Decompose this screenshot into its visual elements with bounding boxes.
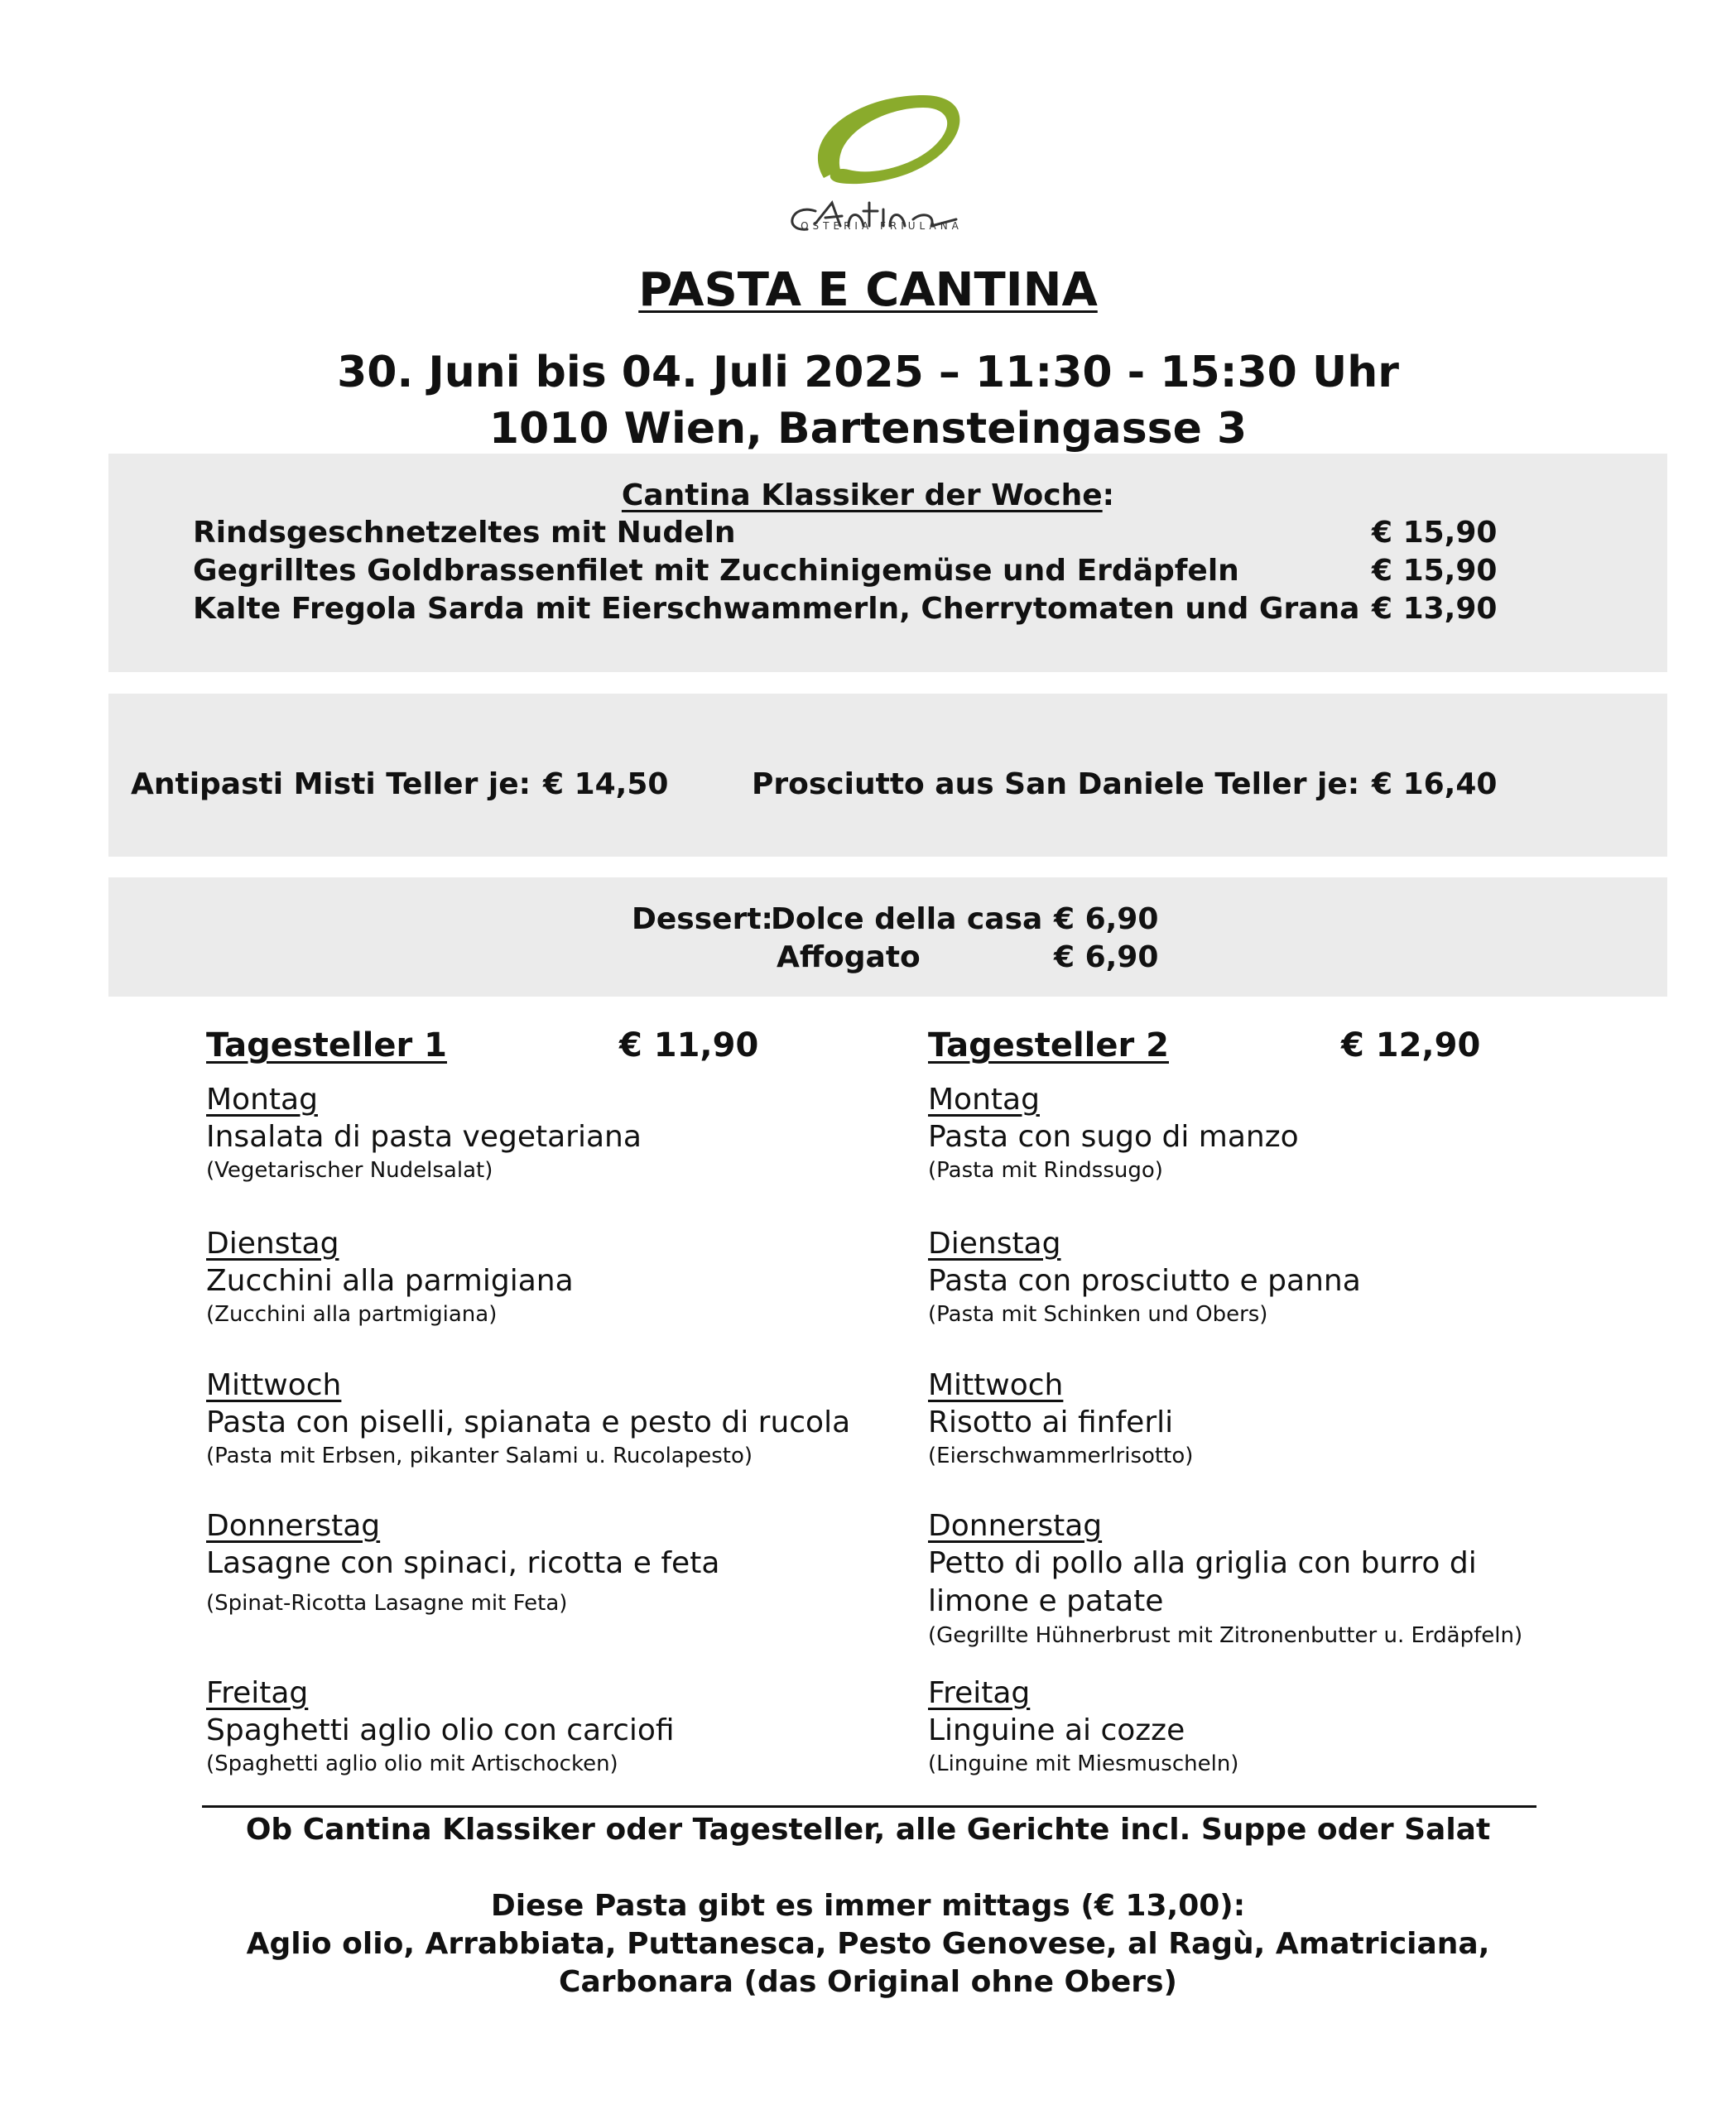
ts1-desc: (Pasta mit Erbsen, pikanter Salami u. Rucolapesto) [206, 1444, 753, 1468]
platter-label: Prosciutto aus San Daniele Teller je: [752, 767, 1360, 801]
ts1-day-tuesday: Dienstag [206, 1227, 339, 1261]
klassiker-heading: Cantina Klassiker der Woche: [621, 478, 1115, 512]
ts1-dish: Zucchini alla parmigiana [206, 1264, 574, 1298]
ts1-day-wednesday: Mittwoch [206, 1368, 342, 1402]
klassiker-item: Kalte Fregola Sarda mit Eierschwammerln, Cherrytomaten und Grana [193, 592, 1360, 626]
pasta-list: Aglio olio, Arrabbiata, Puttanesca, Pesto Genovese, al Ragù, Amatriciana, [246, 1927, 1490, 1961]
ts2-day-friday: Freitag [928, 1676, 1031, 1710]
dessert-item: Affogato [777, 940, 921, 974]
tagesteller-2-title: Tagesteller 2 [928, 1026, 1169, 1064]
ts2-day-wednesday: Mittwoch [928, 1368, 1064, 1402]
ts1-day-monday: Montag [206, 1083, 318, 1117]
divider [202, 1805, 1536, 1808]
ts2-dish: Pasta con sugo di manzo [928, 1120, 1299, 1154]
tagesteller-2-price: € 12,90 [1341, 1026, 1481, 1064]
klassiker-item: Gegrilltes Goldbrassenfilet mit Zucchinigemüse und Erdäpfeln [193, 554, 1239, 588]
platter-price: € 16,40 [1372, 767, 1498, 801]
dessert-label: Dessert: [632, 902, 773, 936]
pasta-heading: Diese Pasta gibt es immer mittags (€ 13,00): [490, 1889, 1246, 1923]
date-range: 30. Juni bis 04. Juli 2025 – 11:30 - 15:30 Uhr [337, 348, 1399, 397]
ts1-day-thursday: Donnerstag [206, 1509, 381, 1543]
footer-note: Ob Cantina Klassiker oder Tagesteller, alle Gerichte incl. Suppe oder Salat [245, 1813, 1491, 1847]
ts1-dish: Spaghetti aglio olio con carciofi [206, 1713, 675, 1747]
platter-price: € 14,50 [543, 767, 669, 801]
ts2-day-monday: Montag [928, 1083, 1040, 1117]
address: 1010 Wien, Bartensteingasse 3 [488, 404, 1248, 454]
platter-label: Antipasti Misti Teller je: [131, 767, 531, 801]
ts1-dish: Pasta con piselli, spianata e pesto di rucola [206, 1405, 851, 1439]
tagesteller-1-title: Tagesteller 1 [206, 1026, 447, 1064]
ts1-dish: Lasagne con spinaci, ricotta e feta [206, 1546, 720, 1580]
ts1-desc: (Spinat-Ricotta Lasagne mit Feta) [206, 1591, 568, 1616]
logo-subtitle: OSTERIA FRIULANA [801, 220, 963, 232]
ts2-desc: (Pasta mit Rindssugo) [928, 1158, 1163, 1183]
dessert-price: € 6,90 [1054, 902, 1159, 936]
ts2-desc: (Linguine mit Miesmuscheln) [928, 1751, 1239, 1776]
klassiker-item: Rindsgeschnetzeltes mit Nudeln [193, 516, 736, 550]
dessert-price: € 6,90 [1054, 940, 1159, 974]
ts2-desc: (Eierschwammerlrisotto) [928, 1444, 1194, 1468]
ts1-day-friday: Freitag [206, 1676, 309, 1710]
ts1-desc: (Spaghetti aglio olio mit Artischocken) [206, 1751, 618, 1776]
ts2-dish: Linguine ai cozze [928, 1713, 1185, 1747]
page-title: PASTA E CANTINA [638, 263, 1098, 317]
ts1-dish: Insalata di pasta vegetariana [206, 1120, 642, 1154]
ts1-desc: (Vegetarischer Nudelsalat) [206, 1158, 493, 1183]
ts2-dish: Pasta con prosciutto e panna [928, 1264, 1361, 1298]
ts2-desc: (Pasta mit Schinken und Obers) [928, 1302, 1268, 1327]
ts2-dish-line2: limone e patate [928, 1584, 1164, 1618]
tagesteller-1-price: € 11,90 [619, 1026, 759, 1064]
klassiker-price: € 15,90 [1372, 516, 1498, 550]
ts1-desc: (Zucchini alla partmigiana) [206, 1302, 498, 1327]
ts2-dish: Petto di pollo alla griglia con burro di [928, 1546, 1477, 1580]
ts2-day-thursday: Donnerstag [928, 1509, 1103, 1543]
ts2-desc: (Gegrillte Hühnerbrust mit Zitronenbutter u. Erdäpfeln) [928, 1623, 1523, 1648]
dessert-panel [108, 877, 1667, 997]
ts2-dish: Risotto ai finferli [928, 1405, 1174, 1439]
dessert-item: Dolce della casa [771, 902, 1043, 936]
pasta-list: Carbonara (das Original ohne Obers) [559, 1965, 1177, 1999]
klassiker-price: € 15,90 [1372, 554, 1498, 588]
ts2-day-tuesday: Dienstag [928, 1227, 1061, 1261]
klassiker-price: € 13,90 [1372, 592, 1498, 626]
